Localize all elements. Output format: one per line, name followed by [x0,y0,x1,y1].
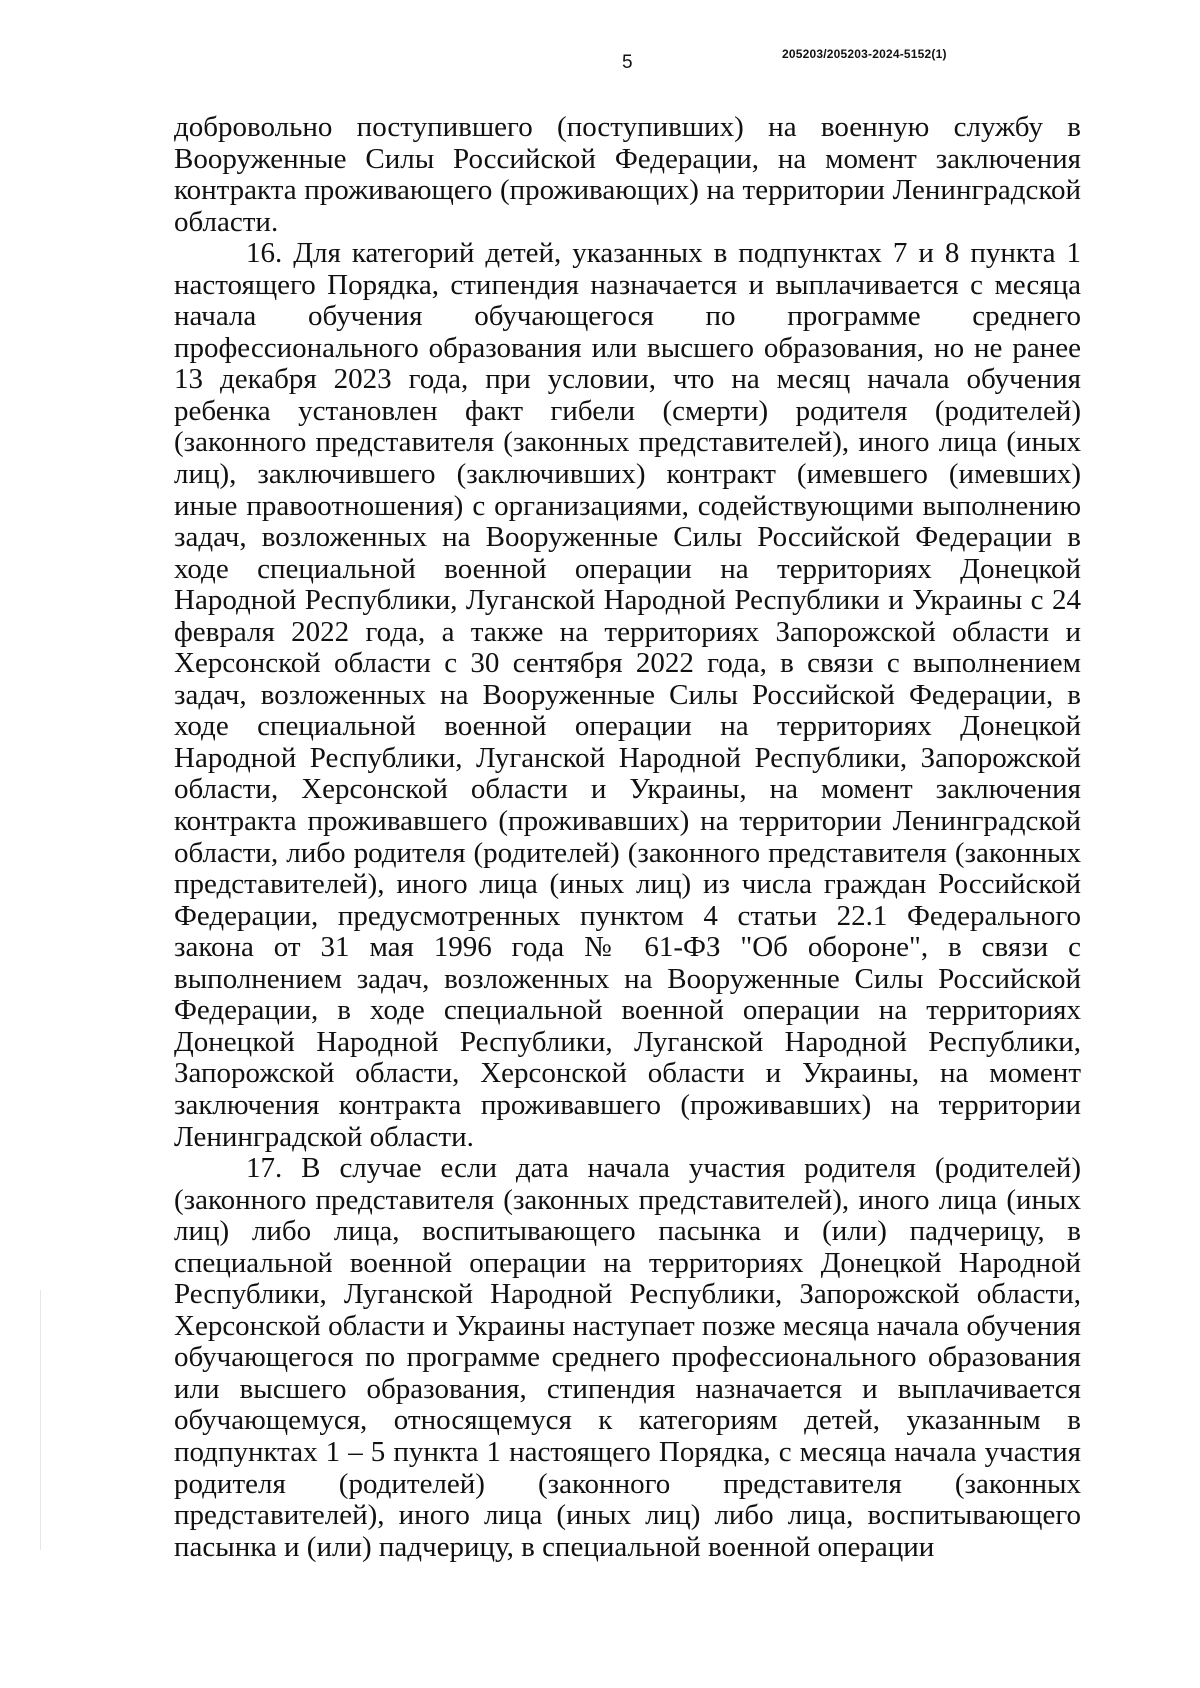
document-body [174,112,1081,1563]
scan-edge-mark [40,1290,41,1550]
paragraph-continuation: добровольно поступившего (поступивших) на военную службу в Вооруженные Силы Российской Федерации, на момент заключения контракта проживающего (проживающих) на территории Ленинградской области. [174,111,1081,238]
document-code: 205203/205203-2024-5152(1) [782,47,947,61]
paragraph-16: 16. Для категорий детей, указанных в подпунктах 7 и 8 пункта 1 настоящего Порядка, стипендия назначается и выплачивается с месяца начала обучения обучающегося по программе среднего профессионального образования или высшего образования, но не ранее 13 декабря 2023 года, при условии, что на месяц начала обучения ребенка установлен факт гибели (смерти) родителя (родителей) (законного представителя (законных представителей), иного лица (иных лиц), заключившего (заключивших) контракт (имевшего (имевших) иные правоотношения) с организациями, содействующими выполнению задач, возложенных на Вооруженные Силы Российской Федерации в ходе специальной военной операции на территориях Донецкой Народной Республики, Луганской Народной Республики и Украины с 24 февраля 2022 года, а также на территориях Запорожской области и Херсонской области с 30 сентября 2022 года, в связи с выполнением задач, возложенных на Вооруженные Силы Российской Федерации, в ходе специальной военной операции на территориях Донецкой Народной Республики, Луганской Народной Республики, Запорожской области, Херсонской области и Украины, на момент заключения контракта проживавшего (проживавших) на территории Ленинградской области, либо родителя (родителей) (законного представителя (законных представителей), иного лица (иных лиц) из числа граждан Российской Федерации, предусмотренных пунктом 4 статьи 22.1 Федерального закона от 31 мая 1996 года № 61-ФЗ "Об обороне", в связи с выполнением задач, возложенных на Вооруженные Силы Российской Федерации, в ходе специальной военной операции на территориях Донецкой Народной Республики, Луганской Народной Республики, Запорожской области, Херсонской области и Украины, на момент заключения контракта проживавшего (проживавших) на территории Ленинградской области. [174,237,1081,1153]
page-number: 5 [622,52,633,73]
paragraph-17: 17. В случае если дата начала участия родителя (родителей) (законного представителя (законных представителей), иного лица (иных лиц) либо лица, воспитывающего пасынка и (или) падчерицу, в специальной военной операции на территориях Донецкой Народной Республики, Луганской Народной Республики, Запорожской области, Херсонской области и Украины наступает позже месяца начала обучения обучающегося по программе среднего профессионального образования или высшего образования, стипендия назначается и выплачивается обучающемуся, относящемуся к категориям детей, указанным в подпунктах 1 – 5 пункта 1 настоящего Порядка, с месяца начала участия родителя (родителей) (законного представителя (законных представителей), иного лица (иных лиц) либо лица, воспитывающего пасынка и (или) падчерицу, в специальной военной операции [174,1152,1081,1563]
